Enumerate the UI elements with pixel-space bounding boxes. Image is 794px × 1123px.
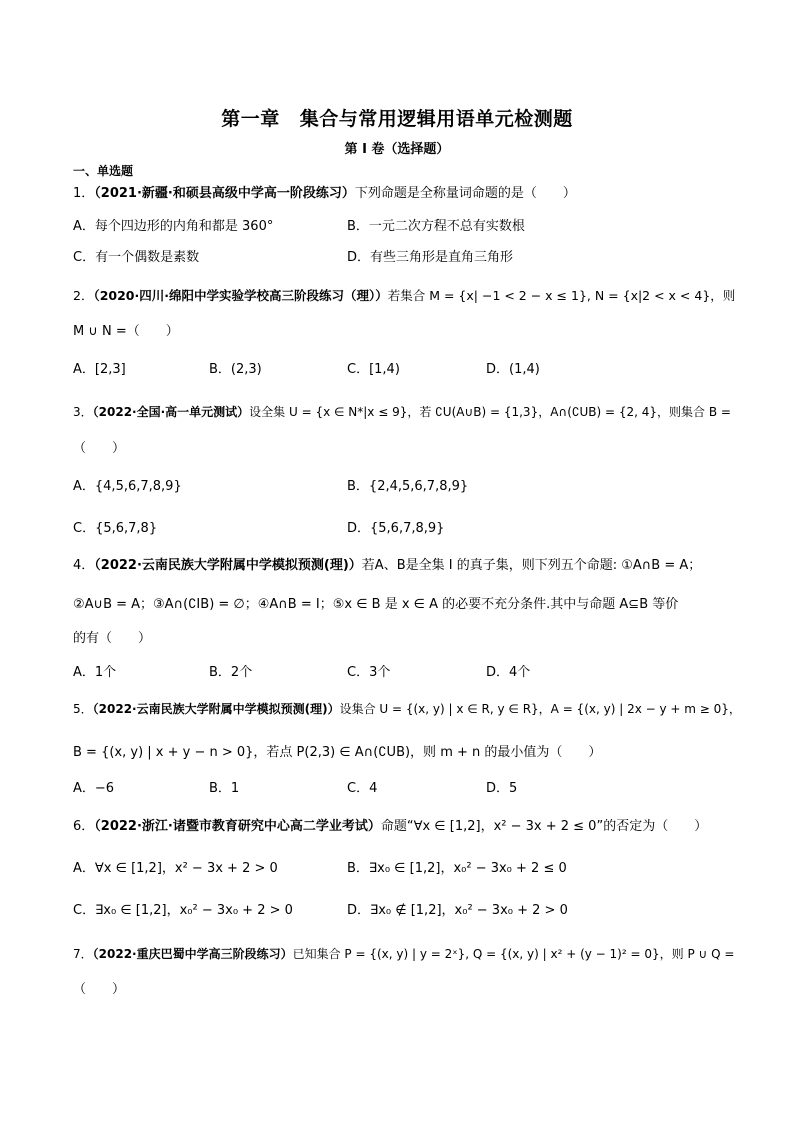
question-source: （2020·四川·绵阳中学实验学校高三阶段练习（理）） xyxy=(93,288,388,303)
question-2-option-a: A．[2,3] xyxy=(73,362,126,377)
question-source: （2022·云南民族大学附属中学模拟预测(理)） xyxy=(94,558,362,573)
question-text: 若集合 M = {x| −1 < 2 − x ≤ 1}, N = {x|2 < x < 4}，则 xyxy=(387,288,736,303)
section-heading: 一、单选题 xyxy=(73,164,134,178)
question-source: （2022·云南民族大学附属中学模拟预测(理)） xyxy=(92,702,340,716)
question-4-stem xyxy=(73,557,701,575)
question-source: （2022·浙江·诸暨市教育研究中心高二学业考试） xyxy=(94,819,381,834)
question-2-option-d: D．(1,4) xyxy=(486,362,540,377)
question-number: 1． xyxy=(73,186,95,201)
page-title xyxy=(0,104,794,131)
title-main: 集合与常用逻辑用语单元检测题 xyxy=(299,108,573,130)
question-1-option-d: D．有些三角形是直角三角形 xyxy=(347,250,514,265)
question-1-option-a: A．每个四边形的内角和都是 360° xyxy=(73,219,274,234)
question-source: （2021·新疆·和硕县高级中学高一阶段练习） xyxy=(94,186,355,201)
question-text: 命题“∀x ∈ [1,2]，x² − 3x + 2 ≤ 0”的否定为（ ） xyxy=(380,819,708,834)
question-4-stem-cont: ②A∪B = A；③A∩(∁IB) = ∅；④A∩B = I；⑤x ∈ B 是 x ∈ A 的必要不充分条件.其中与命题 A⊆B 等价 xyxy=(73,597,679,612)
question-text: 下列命题是全称量词命题的是（ ） xyxy=(354,186,576,201)
question-4-option-c: C．3个 xyxy=(347,665,391,680)
question-number: 2． xyxy=(73,288,94,303)
question-number: 4． xyxy=(73,558,95,573)
question-number: 6． xyxy=(73,819,95,834)
question-text: 已知集合 P = {(x, y) | y = 2ˣ}, Q = {(x, y) | x² + (y − 1)² = 0}，则 P ∪ Q = xyxy=(292,947,735,961)
question-5-option-c: C．4 xyxy=(347,781,378,796)
question-7-stem xyxy=(73,945,734,963)
question-4-stem-cont-2: 的有（ ） xyxy=(73,631,152,646)
question-number: 7． xyxy=(73,947,93,961)
question-number: 3． xyxy=(73,405,93,419)
question-1-option-c: C．有一个偶数是素数 xyxy=(73,250,200,265)
question-1-option-b: B．一元二次方程不总有实数根 xyxy=(347,219,525,234)
question-5-option-a: A．−6 xyxy=(73,781,115,796)
question-source: （2022·重庆巴蜀中学高三阶段练习） xyxy=(92,947,293,961)
question-4-option-b: B．2个 xyxy=(209,665,253,680)
question-text: 若A、B是全集 I 的真子集，则下列五个命题: ①A∩B = A； xyxy=(361,558,702,573)
question-3-option-a: A．{4,5,6,7,8,9} xyxy=(73,479,182,494)
question-1-stem xyxy=(73,185,576,203)
question-2-option-b: B．(2,3) xyxy=(209,362,262,377)
question-text: 设全集 U = {x ∈ N*|x ≤ 9}，若 ∁U(A∪B) = {1,3}，A∩(∁UB) = {2, 4}，则集合 B = xyxy=(249,405,731,419)
question-5-option-d: D．5 xyxy=(486,781,518,796)
question-4-option-d: D．4个 xyxy=(486,665,531,680)
question-3-option-b: B．{2,4,5,6,7,8,9} xyxy=(347,479,469,494)
page-subtitle: 第 I 卷（选择题） xyxy=(344,142,450,157)
question-6-option-c: C．∃x₀ ∈ [1,2]，x₀² − 3x₀ + 2 > 0 xyxy=(73,903,293,918)
question-5-stem xyxy=(73,700,741,718)
question-3-option-d: D．{5,6,7,8,9} xyxy=(347,521,445,536)
question-3-option-c: C．{5,6,7,8} xyxy=(73,521,158,536)
question-6-option-b: B．∃x₀ ∈ [1,2]，x₀² − 3x₀ + 2 ≤ 0 xyxy=(347,861,567,876)
question-4-option-a: A．1个 xyxy=(73,665,117,680)
question-7-stem-cont: （ ） xyxy=(73,982,126,997)
question-text: 设集合 U = {(x, y) | x ∈ R, y ∈ R}，A = {(x, y) | 2x − y + m ≥ 0}， xyxy=(339,702,741,716)
question-number: 5． xyxy=(73,702,93,716)
question-source: （2022·全国·高一单元测试） xyxy=(92,405,250,419)
question-3-stem xyxy=(73,403,731,421)
question-5-option-b: B．1 xyxy=(209,781,240,796)
question-3-stem-cont: （ ） xyxy=(73,441,126,456)
title-chapter: 第一章 xyxy=(221,108,280,130)
question-2-stem xyxy=(73,287,735,305)
question-2-option-c: C．[1,4) xyxy=(347,362,400,377)
question-6-stem xyxy=(73,818,707,836)
question-6-option-d: D．∃x₀ ∉ [1,2]，x₀² − 3x₀ + 2 > 0 xyxy=(347,903,568,918)
question-2-stem-cont: M ∪ N =（ ） xyxy=(73,324,179,339)
question-6-option-a: A．∀x ∈ [1,2]，x² − 3x + 2 > 0 xyxy=(73,861,278,876)
question-5-stem-cont: B = {(x, y) | x + y − n > 0}，若点 P(2,3) ∈ A∩(∁UB)，则 m + n 的最小值为（ ） xyxy=(73,745,602,760)
